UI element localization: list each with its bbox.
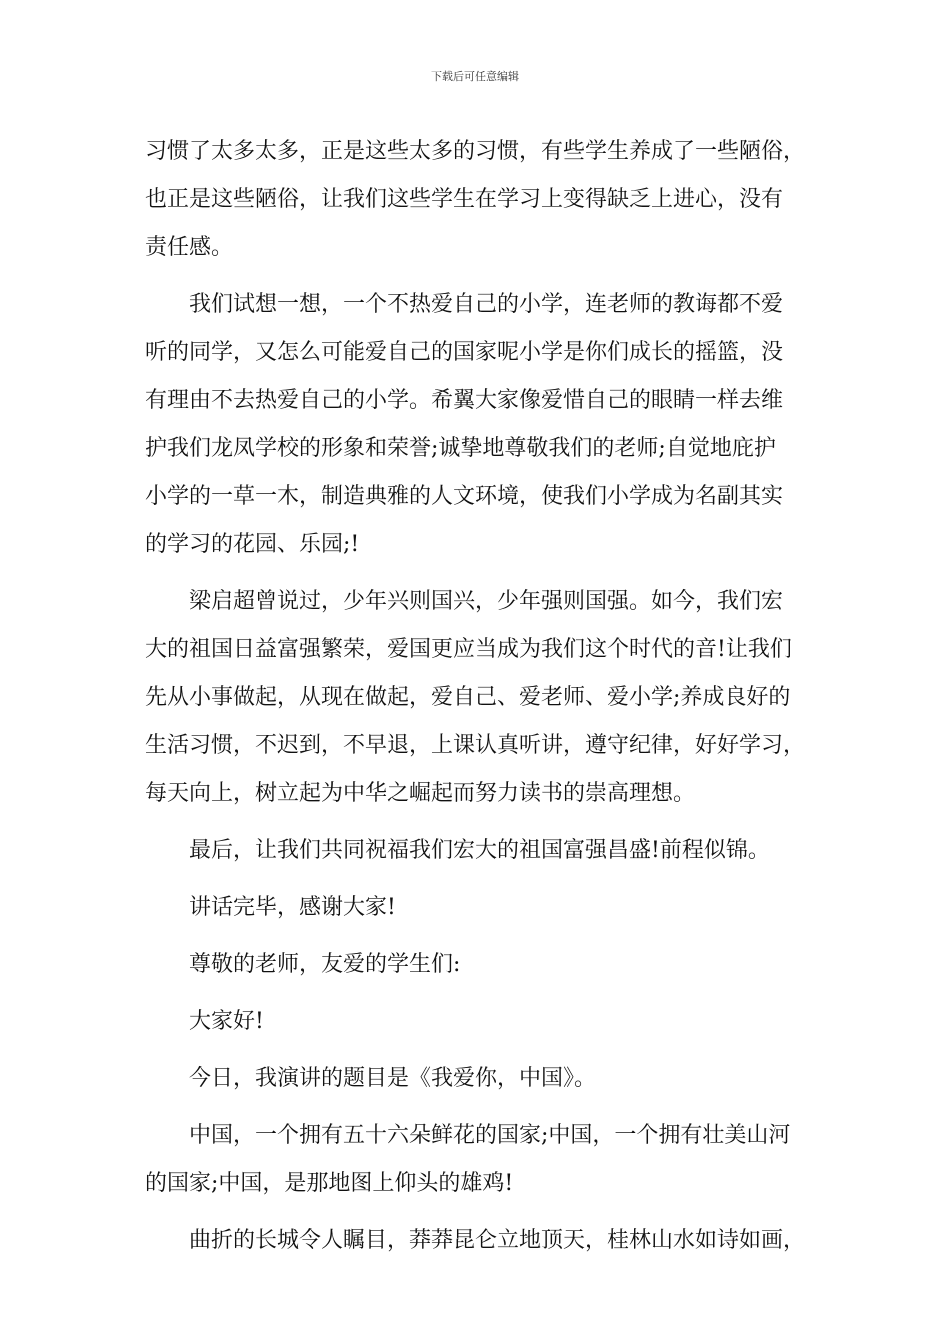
text-line: 习惯了太多太多，正是这些太多的习惯，有些学生养成了一些陋俗， xyxy=(145,139,806,164)
text-line: 今日，我演讲的题目是《我爱你，中国》。 xyxy=(189,1066,597,1091)
paragraph xyxy=(145,128,815,272)
paragraph xyxy=(145,827,815,875)
paragraph xyxy=(145,884,815,932)
text-line: 护我们龙凤学校的形象和荣誉;诚挚地尊敬我们的老师;自觉地庇护 xyxy=(145,436,776,461)
paragraph xyxy=(145,1112,815,1208)
text-line: 的学习的花园、乐园;! xyxy=(145,532,360,557)
text-line: 我们试想一想，一个不热爱自己的小学，连老师的教诲都不爱 xyxy=(189,292,784,317)
text-line: 梁启超曾说过，少年兴则国兴，少年强则国强。如今，我们宏 xyxy=(189,589,784,614)
text-line: 大家好! xyxy=(189,1009,264,1034)
text-line: 曲折的长城令人瞩目，莽莽昆仑立地顶天，桂林山水如诗如画， xyxy=(189,1228,806,1253)
text-line: 大的祖国日益富强繁荣，爱国更应当成为我们这个时代的音!让我们 xyxy=(145,637,792,662)
text-line: 的国家;中国，是那地图上仰头的雄鸡! xyxy=(145,1171,514,1196)
text-line: 尊敬的老师，友爱的学生们: xyxy=(189,952,461,977)
text-line: 先从小事做起，从现在做起，爱自己、爱老师、爱小学;养成良好的 xyxy=(145,685,791,710)
text-line: 小学的一草一木，制造典雅的人文环境，使我们小学成为名副其实 xyxy=(145,484,784,509)
text-line: 责任感。 xyxy=(145,235,234,260)
paragraph xyxy=(145,281,815,569)
text-line: 也正是这些陋俗，让我们这些学生在学习上变得缺乏上进心，没有 xyxy=(145,187,784,212)
document-body xyxy=(145,128,815,1274)
page-header: 下载后可任意编辑 xyxy=(431,70,519,83)
text-line: 讲话完毕，感谢大家! xyxy=(189,895,396,920)
paragraph xyxy=(145,1055,815,1103)
text-line: 最后，让我们共同祝福我们宏大的祖国富强昌盛!前程似锦。 xyxy=(189,838,770,863)
text-line: 每天向上，树立起为中华之崛起而努力读书的崇高理想。 xyxy=(145,781,696,806)
paragraph xyxy=(145,998,815,1046)
text-line: 生活习惯，不迟到，不早退，上课认真听讲，遵守纪律，好好学习， xyxy=(145,733,806,758)
text-line: 有理由不去热爱自己的小学。希翼大家像爱惜自己的眼睛一样去维 xyxy=(145,388,784,413)
text-line: 听的同学，又怎么可能爱自己的国家呢小学是你们成长的摇篮，没 xyxy=(145,340,784,365)
text-line: 中国，一个拥有五十六朵鲜花的国家;中国，一个拥有壮美山河 xyxy=(189,1123,791,1148)
paragraph xyxy=(145,1217,815,1265)
paragraph xyxy=(145,578,815,818)
paragraph xyxy=(145,941,815,989)
